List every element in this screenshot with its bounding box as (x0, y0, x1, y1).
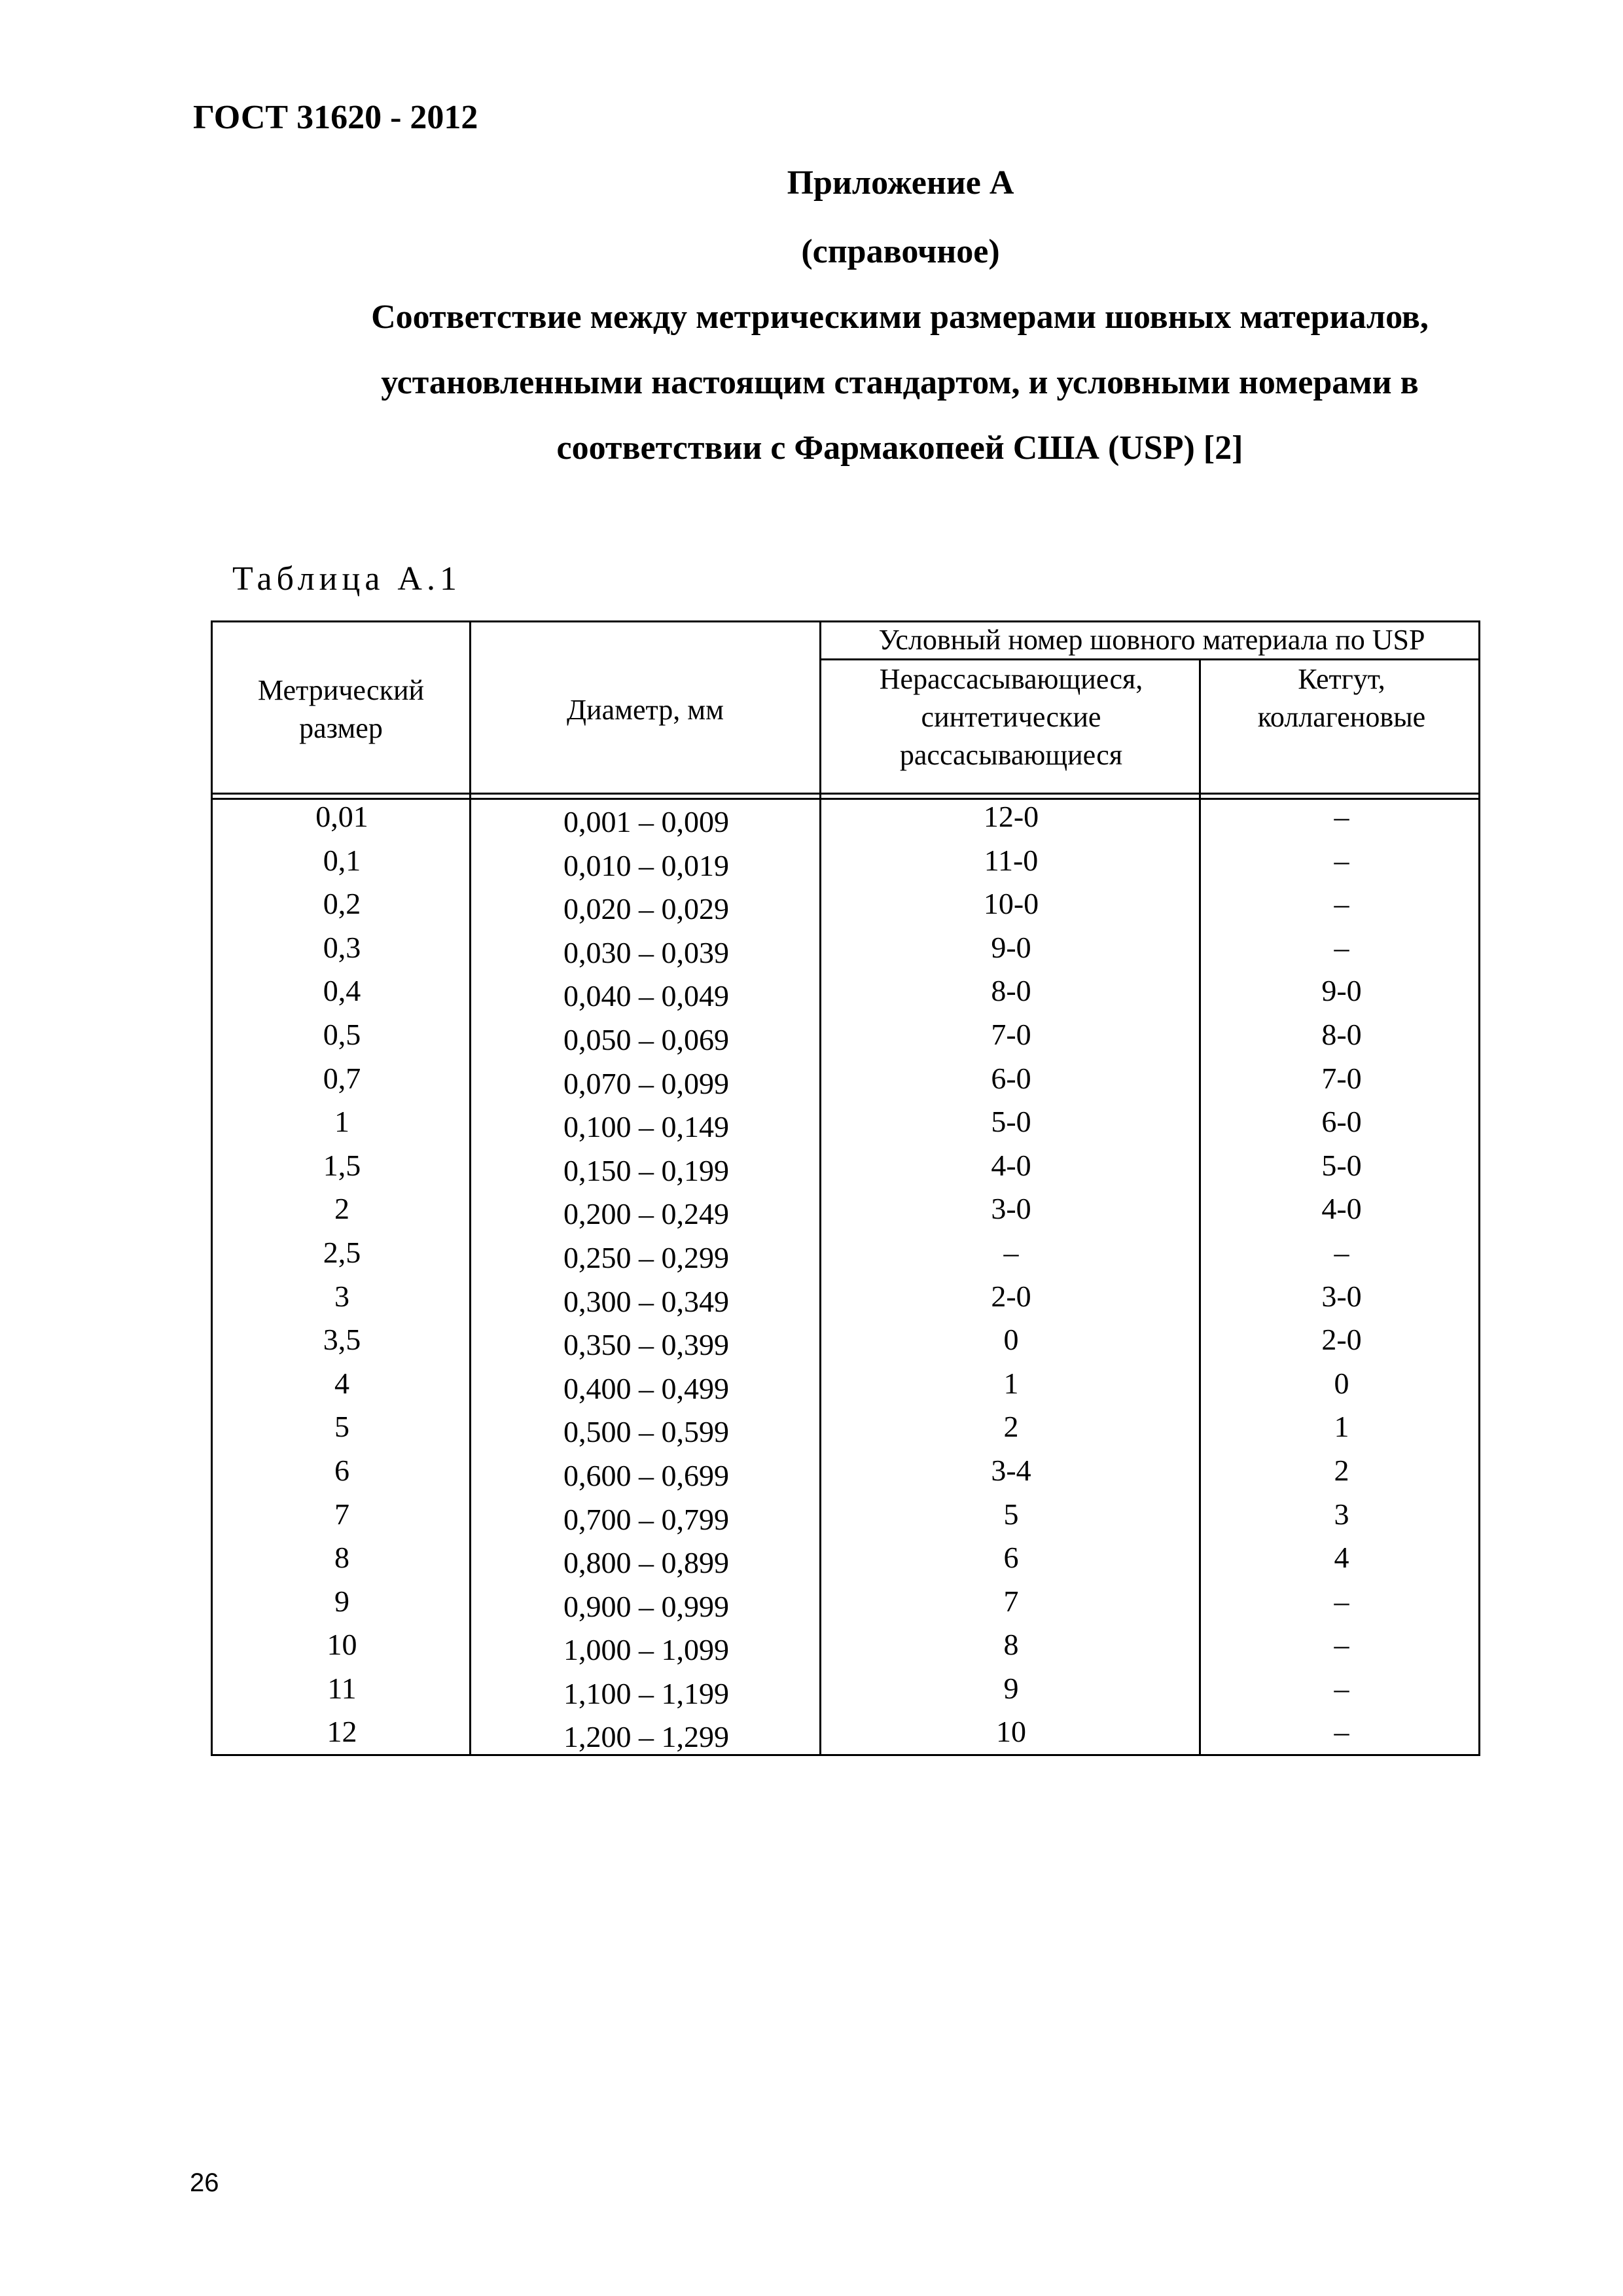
cell-catgut: – (1334, 1628, 1349, 1662)
cell-metric-size: 2,5 (323, 1235, 361, 1269)
table-row (213, 1541, 1478, 1585)
table-row (213, 1454, 1478, 1498)
cell-metric-size: 3,5 (323, 1323, 361, 1357)
cell-nonabsorbable: 3-0 (991, 1192, 1031, 1226)
table-row (213, 931, 1478, 975)
cell-diameter: 0,100 – 0,149 (563, 1110, 729, 1144)
annex-title: Приложение А (787, 164, 1014, 202)
cell-diameter: 0,250 – 0,299 (563, 1240, 729, 1274)
table-row (213, 1280, 1478, 1324)
cell-diameter: 0,150 – 0,199 (563, 1153, 729, 1187)
cell-diameter: 1,100 – 1,199 (563, 1676, 729, 1710)
cell-diameter: 0,030 – 0,039 (563, 935, 729, 969)
table-row (213, 888, 1478, 931)
cell-nonabsorbable: 10 (996, 1715, 1026, 1749)
cell-metric-size: 1 (334, 1105, 349, 1139)
cell-catgut: 6-0 (1321, 1105, 1362, 1139)
document-code: ГОСТ 31620 - 2012 (193, 99, 478, 136)
cell-catgut: 5-0 (1321, 1148, 1362, 1182)
cell-catgut: 7-0 (1321, 1061, 1362, 1095)
cell-diameter: 0,400 – 0,499 (563, 1371, 729, 1405)
cell-diameter: 0,040 – 0,049 (563, 979, 729, 1013)
cell-nonabsorbable: 6 (1003, 1541, 1019, 1575)
cell-nonabsorbable: 11-0 (984, 843, 1039, 877)
header-diameter: Диаметр, мм (567, 694, 724, 726)
cell-nonabsorbable: 5-0 (991, 1105, 1031, 1139)
cell-metric-size: 8 (334, 1541, 349, 1575)
cell-catgut: 8-0 (1321, 1017, 1362, 1051)
table-row (213, 1715, 1478, 1759)
table-row (213, 1018, 1478, 1062)
table-row (213, 1410, 1478, 1454)
cell-metric-size: 12 (327, 1715, 357, 1749)
cell-nonabsorbable: 2-0 (991, 1279, 1031, 1313)
cell-metric-size: 0,3 (323, 930, 361, 964)
cell-nonabsorbable: 4-0 (991, 1148, 1031, 1182)
cell-diameter: 0,020 – 0,029 (563, 892, 729, 926)
cell-nonabsorbable: 12-0 (983, 800, 1039, 833)
annex-heading-line: соответствии с Фармакопеей США (USP) [2] (556, 429, 1243, 467)
page-number: 26 (190, 2168, 219, 2197)
table-row (213, 1585, 1478, 1629)
cell-nonabsorbable: 3-4 (991, 1453, 1031, 1487)
table-row (213, 1236, 1478, 1280)
cell-metric-size: 3 (334, 1279, 349, 1313)
usp-correspondence-table (211, 620, 1480, 1756)
cell-metric-size: 10 (327, 1628, 357, 1662)
cell-diameter: 0,010 – 0,019 (563, 848, 729, 882)
table-row (213, 1193, 1478, 1236)
table-row (213, 1367, 1478, 1411)
cell-catgut: – (1334, 800, 1349, 833)
table-row (213, 975, 1478, 1018)
cell-nonabsorbable: 5 (1003, 1497, 1019, 1531)
header-catgut: Кетгут, коллагеновые (1257, 663, 1426, 733)
cell-catgut: 0 (1334, 1366, 1349, 1400)
cell-catgut: – (1334, 843, 1349, 877)
cell-metric-size: 7 (334, 1497, 349, 1531)
cell-nonabsorbable: 9 (1003, 1671, 1019, 1705)
cell-nonabsorbable: 7 (1003, 1584, 1019, 1618)
table-row (213, 1672, 1478, 1716)
cell-metric-size: 0,2 (323, 887, 361, 921)
cell-nonabsorbable: 10-0 (983, 887, 1039, 921)
cell-catgut: 2 (1334, 1453, 1349, 1487)
cell-metric-size: 4 (334, 1366, 349, 1400)
cell-metric-size: 9 (334, 1584, 349, 1618)
cell-nonabsorbable: 6-0 (991, 1061, 1031, 1095)
table-row (213, 1628, 1478, 1672)
cell-metric-size: 5 (334, 1410, 349, 1444)
cell-catgut: 9-0 (1321, 974, 1362, 1008)
cell-diameter: 0,600 – 0,699 (563, 1458, 729, 1492)
cell-metric-size: 6 (334, 1453, 349, 1487)
cell-catgut: – (1334, 1715, 1349, 1749)
cell-diameter: 0,700 – 0,799 (563, 1502, 729, 1536)
cell-catgut: – (1334, 1671, 1349, 1705)
annex-heading-line: Соответствие между метрическими размерами шовных материалов, (371, 298, 1429, 336)
cell-diameter: 0,070 – 0,099 (563, 1066, 729, 1100)
cell-nonabsorbable: 7-0 (991, 1017, 1031, 1051)
cell-nonabsorbable: 8-0 (991, 974, 1031, 1008)
table-row (213, 1062, 1478, 1106)
cell-diameter: 0,900 – 0,999 (563, 1589, 729, 1623)
header-nonabsorbable: Нерассасывающиеся, синтетические рассасывающиеся (879, 663, 1143, 771)
cell-metric-size: 0,1 (323, 843, 361, 877)
cell-diameter: 0,800 – 0,899 (563, 1546, 729, 1580)
cell-diameter: 0,050 – 0,069 (563, 1022, 729, 1056)
cell-catgut: – (1334, 887, 1349, 921)
cell-diameter: 0,300 – 0,349 (563, 1284, 729, 1318)
table-row (213, 1498, 1478, 1542)
cell-catgut: 1 (1334, 1410, 1349, 1444)
cell-metric-size: 0,01 (315, 800, 368, 833)
table-row (213, 1149, 1478, 1193)
table-row (213, 844, 1478, 888)
cell-metric-size: 2 (334, 1192, 349, 1226)
table-row (213, 1323, 1478, 1367)
header-metric-size: Метрический размер (257, 674, 425, 744)
cell-diameter: 0,001 – 0,009 (563, 805, 729, 838)
cell-metric-size: 0,4 (323, 974, 361, 1008)
cell-diameter: 0,200 – 0,249 (563, 1197, 729, 1231)
cell-catgut: 2-0 (1321, 1323, 1362, 1357)
table-row (213, 1105, 1478, 1149)
header-usp-group: Условный номер шовного материала по USP (878, 624, 1425, 656)
cell-nonabsorbable: 2 (1003, 1410, 1019, 1444)
annex-heading-line: установленными настоящим стандартом, и условными номерами в (381, 364, 1419, 401)
cell-catgut: – (1334, 1584, 1349, 1618)
cell-diameter: 1,200 – 1,299 (563, 1720, 729, 1754)
table-row (213, 800, 1478, 844)
cell-metric-size: 11 (327, 1671, 357, 1705)
cell-catgut: 4 (1334, 1541, 1349, 1575)
cell-diameter: 0,500 – 0,599 (563, 1415, 729, 1449)
cell-nonabsorbable: 9-0 (991, 930, 1031, 964)
table-body (213, 800, 1478, 1759)
cell-catgut: – (1334, 1235, 1349, 1269)
cell-catgut: 3 (1334, 1497, 1349, 1531)
cell-diameter: 0,350 – 0,399 (563, 1328, 729, 1362)
annex-note: (справочное) (801, 233, 1000, 270)
cell-metric-size: 0,5 (323, 1017, 361, 1051)
cell-nonabsorbable: 8 (1003, 1628, 1019, 1662)
cell-metric-size: 0,7 (323, 1061, 361, 1095)
cell-catgut: 3-0 (1321, 1279, 1362, 1313)
cell-metric-size: 1,5 (323, 1148, 361, 1182)
cell-nonabsorbable: – (1003, 1235, 1019, 1269)
cell-nonabsorbable: 1 (1003, 1366, 1019, 1400)
header-bottom-rule (213, 793, 1478, 795)
cell-catgut: 4-0 (1321, 1192, 1362, 1226)
table-label: Таблица А.1 (232, 560, 461, 598)
cell-nonabsorbable: 0 (1003, 1323, 1019, 1357)
cell-catgut: – (1334, 930, 1349, 964)
cell-diameter: 1,000 – 1,099 (563, 1633, 729, 1667)
